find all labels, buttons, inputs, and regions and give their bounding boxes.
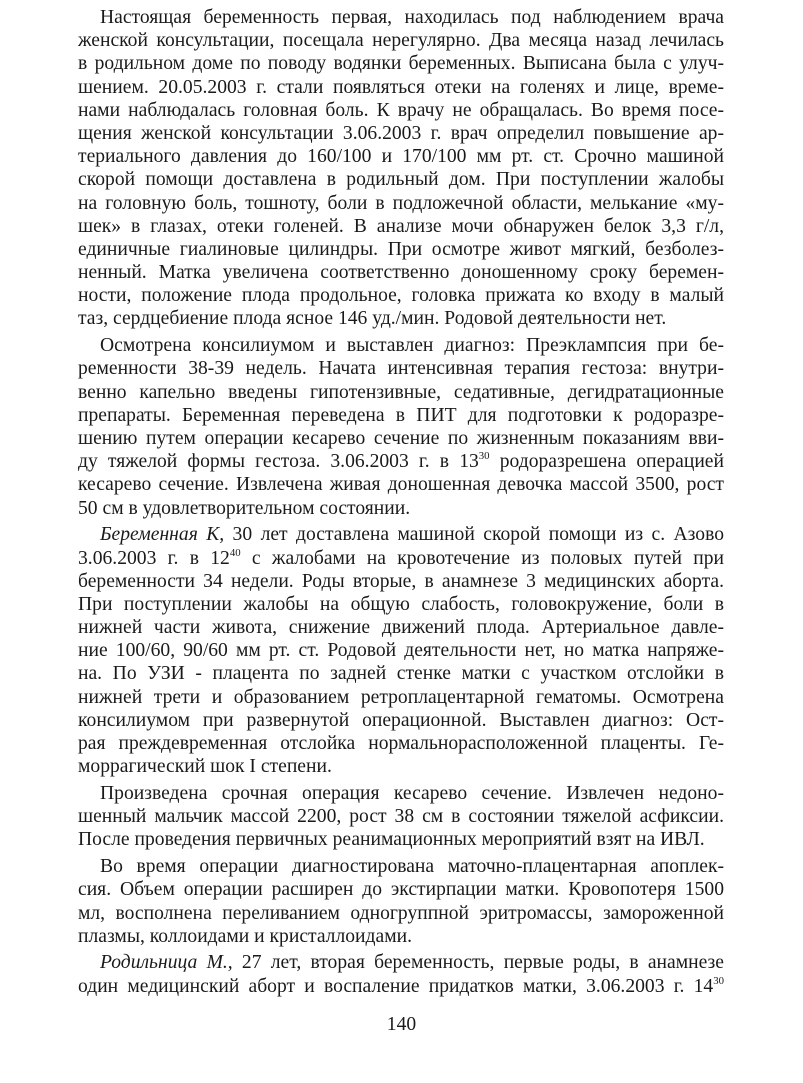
text-line: Во время операции диагностирована маточно-плацентарная апоплек-: [100, 856, 724, 878]
text-line: щения женской консультации 3.06.2003 г. врач определил повышение ар-: [78, 122, 724, 144]
text-line: Настоящая беременность первая, находилась под наблюдением врача: [100, 7, 724, 28]
paragraph-2: [78, 334, 724, 520]
page-number: 140: [386, 1014, 417, 1035]
text-line: скорой помощи доставлена в родильный дом. При поступлении жалобы: [78, 169, 724, 191]
text-line: сия. Объем операции расширен до экстирпации матки. Кровопотеря 1500: [78, 879, 724, 901]
text-fragment: родоразрешена операцией: [489, 451, 724, 473]
text-line: Осмотрена консилиумом и выставлен диагноз: Преэклампсия при бе-: [100, 335, 724, 357]
text-fragment: с жалобами на кровотечение из половых путей при: [240, 547, 724, 569]
text-line: в родильном доме по поводу водянки беременных. Выписана была с улуч-: [78, 53, 724, 75]
text-line: мл, восполнена переливанием одногруппной эритромассы, замороженной: [78, 902, 724, 924]
text-line: Произведена срочная операция кесарево сечение. Извлечен недоно-: [100, 782, 724, 804]
time-superscript: 30: [478, 450, 490, 463]
paragraph-3: [78, 523, 724, 778]
text-fragment: 27 лет, вторая беременность, первые роды, в анамнезе: [232, 952, 724, 974]
text-line: ненный. Матка увеличена соответственно доношенному сроку беремен-: [78, 262, 724, 284]
time-superscript: 40: [229, 546, 241, 559]
text-line: 50 см в удовлетворительном состоянии.: [78, 497, 411, 519]
text-line: на головную боль, тошноту, боли в подложечной области, мелькание «му-: [78, 192, 724, 214]
text-line: нижней трети и образованием ретроплацентарной гематомы. Осмотрена: [78, 686, 724, 708]
text-line: женской консультации, посещала нерегулярно. Два месяца назад лечилась: [78, 30, 724, 52]
text-line: консилиумом при развернутой операционной. Выставлен диагноз: Ост-: [78, 709, 724, 731]
text-fragment: 3.06.2003 г. в 12: [78, 547, 230, 569]
text-line: шенный мальчик массой 2200, рост 38 см в состоянии тяжелой асфиксии.: [78, 806, 724, 828]
text-line: шек» в глазах, отеки голеней. В анализе мочи обнаружен белок 3,3 г/л,: [78, 215, 724, 237]
text-line: кесарево сечение. Извлечена живая доношенная девочка массой 3500, рост: [78, 474, 724, 496]
text-line: шению путем операции кесарево сечение по жизненным показаниям вви-: [78, 427, 724, 449]
text-line: моррагический шок I степени.: [78, 756, 332, 778]
text-line: ности, положение плода продольное, головка прижата ко входу в малый: [78, 285, 724, 307]
paragraph-5: [78, 855, 724, 948]
text-line: беременности 34 недели. Роды вторые, в анамнезе 3 медицинских аборта.: [78, 570, 724, 592]
text-fragment: 30 лет доставлена машиной скорой помощи из с. Азово: [224, 524, 724, 546]
text-line: ние 100/60, 90/60 мм рт. ст. Родовой деятельности нет, но матка напряже-: [78, 640, 724, 662]
paragraph-1: [78, 6, 724, 331]
text-line: [78, 523, 724, 546]
text-line: [78, 975, 724, 998]
text-line: нижней части живота, снижение движений плода. Артериальное давле-: [78, 617, 724, 639]
text-line: После проведения первичных реанимационных мероприятий взят на ИВЛ.: [78, 829, 705, 851]
text-line: шением. 20.05.2003 г. стали появляться отеки на голенях и лице, време-: [78, 76, 724, 98]
case-label: Родильница М.,: [100, 952, 233, 974]
text-line: рая преждевременная отслойка нормальнорасположенной плаценты. Ге-: [78, 733, 724, 754]
text-line: При поступлении жалобы на общую слабость, головокружение, боли в: [78, 593, 724, 615]
text-line: [78, 951, 724, 974]
paragraph-6: [78, 951, 724, 997]
text-line: препараты. Беременная переведена в ПИТ для подготовки к родоразре-: [78, 404, 724, 426]
text-line: таз, сердцебиение плода ясное 146 уд./мин. Родовой деятельности нет.: [78, 308, 667, 330]
text-line: на. По УЗИ - плацента по задней стенке матки с участком отслойки в: [78, 663, 724, 685]
text-line: ременности 38-39 недель. Начата интенсивная терапия гестоза: внутри-: [78, 358, 724, 380]
text-fragment: один медицинский аборт и воспаление придатков матки, 3.06.2003 г. 14: [78, 975, 714, 997]
text-line: [78, 547, 724, 570]
text-line: венно капельно введены гипотензивные, седативные, дегидратационные: [78, 381, 724, 403]
paragraph-4: [78, 782, 724, 852]
time-superscript: 30: [713, 974, 724, 987]
case-label: Беременная К,: [100, 524, 225, 546]
text-line: плазмы, коллоидами и кристаллоидами.: [78, 925, 412, 947]
text-line: териального давления до 160/100 и 170/100 мм рт. ст. Срочно машиной: [78, 146, 724, 168]
text-fragment: ду тяжелой формы гестоза. 3.06.2003 г. в 13: [78, 451, 479, 473]
text-line: нами наблюдалась головная боль. К врачу не обращалась. Во время посе-: [78, 99, 724, 121]
text-line: единичные гиалиновые цилиндры. При осмотре живот мягкий, безболез-: [78, 238, 724, 260]
text-line: [78, 450, 724, 473]
page-body: [78, 6, 724, 998]
